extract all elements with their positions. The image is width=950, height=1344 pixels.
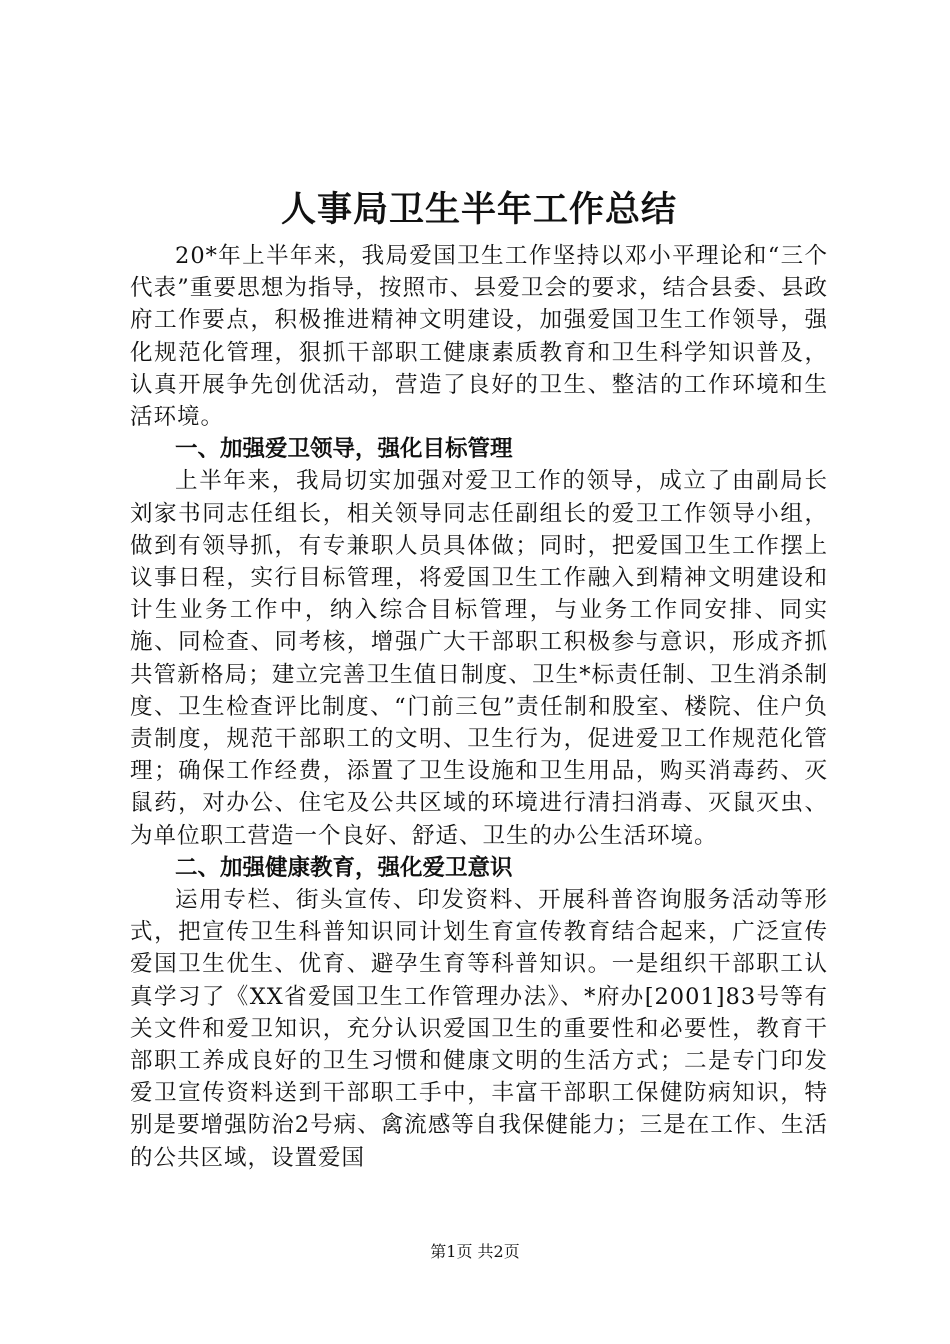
section-body-2: 运用专栏、街头宣传、印发资料、开展科普咨询服务活动等形式，把宣传卫生科普知识同计划生育宣传教育结合起来，广泛宣传爱国卫生优生、优育、避孕生育等科普知识。一是组织干部职工认真学习了《XX省爱国卫生工作管理办法》、*府办[2001]83号等有关文件和爱卫知识，充分认识爱国卫生的重要性和必要性，教育干部职工养成良好的卫生习惯和健康文明的生活方式；二是专门印发爱卫宣传资料送到干部职工手中，丰富干部职工保健防病知识，特别是要增强防治2号病、禽流感等自我保健能力；三是在工作、生活的公共区域，设置爱国 xyxy=(130,887,828,1171)
section-heading-1: 一、加强爱卫领导，强化目标管理 xyxy=(175,436,513,463)
section-heading-2: 二、加强健康教育，强化爱卫意识 xyxy=(175,854,513,881)
section-body-1: 上半年来，我局切实加强对爱卫工作的领导，成立了由副局长刘家书同志任组长，相关领导同志任副组长的爱卫工作领导小组，做到有领导抓，有专兼职人员具体做；同时，把爱国卫生工作摆上议事日程，实行目标管理，将爱国卫生工作融入到精神文明建设和计生业务工作中，纳入综合目标管理，与业务工作同安排、同实施、同检查、同考核，增强广大干部职工积极参与意识，形成齐抓共管新格局；建立完善卫生值日制度、卫生*标责任制、卫生消杀制度、卫生检查评比制度、“门前三包”责任制和股室、楼院、住户负责制度，规范干部职工的文明、卫生行为，促进爱卫工作规范化管理；确保工作经费，添置了卫生设施和卫生用品，购买消毒药、灭鼠药，对办公、住宅及公共区域的环境进行清扫消毒、灭鼠灭虫、为单位职工营造一个良好、舒适、卫生的办公生活环境。 xyxy=(130,468,828,849)
section-body-2-container xyxy=(130,884,828,1237)
page-footer: 第1页 共2页 xyxy=(430,1242,520,1261)
intro-paragraph: 20*年上半年来，我局爱国卫生工作坚持以邓小平理论和“三个代表”重要思想为指导，按照市、县爱卫会的要求，结合县委、县政府工作要点，积极推进精神文明建设，加强爱国卫生工作领导，强化规范化管理，狠抓干部职工健康素质教育和卫生科学知识普及，认真开展争先创优活动，营造了良好的卫生、整洁的工作环境和生活环境。 xyxy=(130,243,828,431)
document-body xyxy=(130,186,828,1237)
document-title: 人事局卫生半年工作总结 xyxy=(280,189,677,230)
